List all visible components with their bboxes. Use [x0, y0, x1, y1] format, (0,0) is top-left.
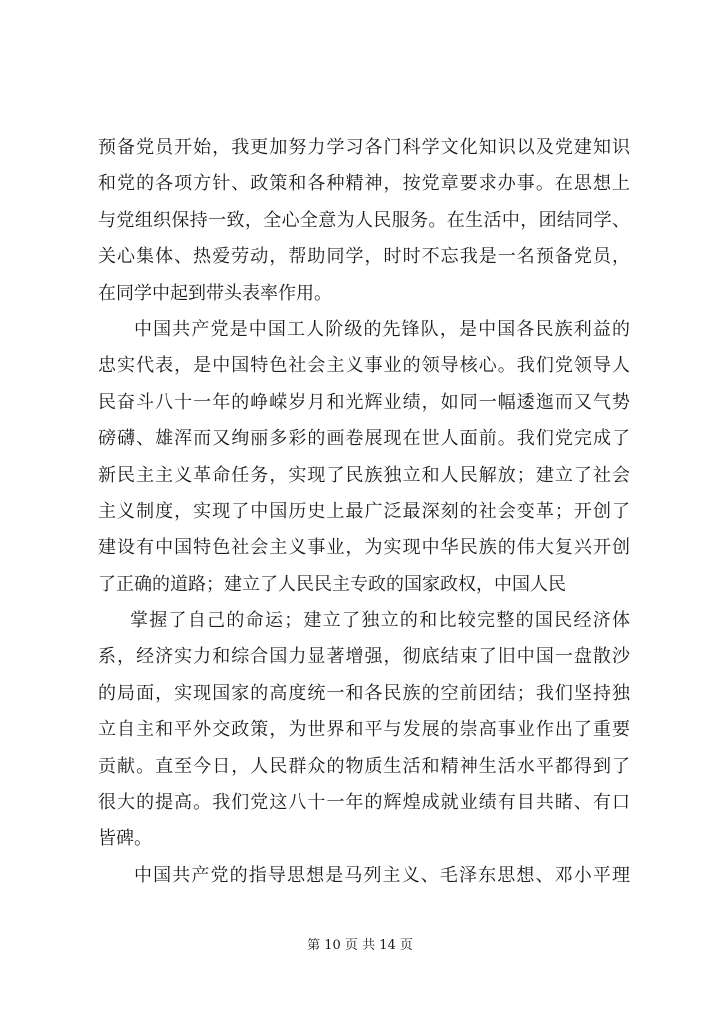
page-number-label: 第 10 页 共 14 页 — [307, 938, 413, 953]
text-line: 磅礴、雄浑而又绚丽多彩的画卷展现在世人面前。我们党完成了 — [98, 428, 630, 450]
text-line: 很大的提高。我们党这八十一年的辉煌成就业绩有目共睹、有口 — [98, 792, 630, 814]
text-line: 系，经济实力和综合国力显著增强，彻底结束了旧中国一盘散沙 — [98, 646, 630, 668]
text-line: 在同学中起到带头表率作用。 — [98, 282, 332, 304]
body-text — [98, 130, 630, 894]
text-line: 关心集体、热爱劳动，帮助同学，时时不忘我是一名预备党员， — [98, 246, 630, 268]
paragraph-start-line: 中国共产党是中国工人阶级的先锋队，是中国各民族利益的 — [134, 318, 630, 340]
text-line: 新民主主义革命任务，实现了民族独立和人民解放；建立了社会 — [98, 464, 630, 486]
text-line: 贡献。直至今日，人民群众的物质生活和精神生活水平都得到了 — [98, 755, 630, 777]
paragraph-start-line: 中国共产党的指导思想是马列主义、毛泽东思想、邓小平理 — [134, 864, 630, 886]
text-line: 立自主和平外交政策，为世界和平与发展的崇高事业作出了重要 — [98, 719, 630, 741]
text-line: 的局面，实现国家的高度统一和各民族的空前团结；我们坚持独 — [98, 682, 630, 704]
text-line: 与党组织保持一致，全心全意为人民服务。在生活中，团结同学、 — [98, 209, 630, 231]
text-line: 预备党员开始，我更加努力学习各门科学文化知识以及党建知识 — [98, 137, 630, 158]
text-line: 忠实代表，是中国特色社会主义事业的领导核心。我们党领导人 — [98, 355, 630, 377]
text-line: 主义制度，实现了中国历史上最广泛最深刻的社会变革；开创了 — [98, 500, 630, 522]
text-line: 民奋斗八十一年的峥嵘岁月和光辉业绩，如同一幅逶迤而又气势 — [98, 391, 630, 413]
page-footer — [0, 936, 720, 956]
text-line: 建设有中国特色社会主义事业，为实现中华民族的伟大复兴开创 — [98, 537, 630, 559]
text-line: 和党的各项方针、政策和各种精神，按党章要求办事。在思想上 — [98, 173, 630, 195]
text-line: 了正确的道路；建立了人民民主专政的国家政权，中国人民 — [98, 573, 566, 595]
paragraph-start-line: 掌握了自己的命运；建立了独立的和比较完整的国民经济体 — [130, 610, 630, 632]
text-line: 皆碑。 — [98, 828, 152, 850]
